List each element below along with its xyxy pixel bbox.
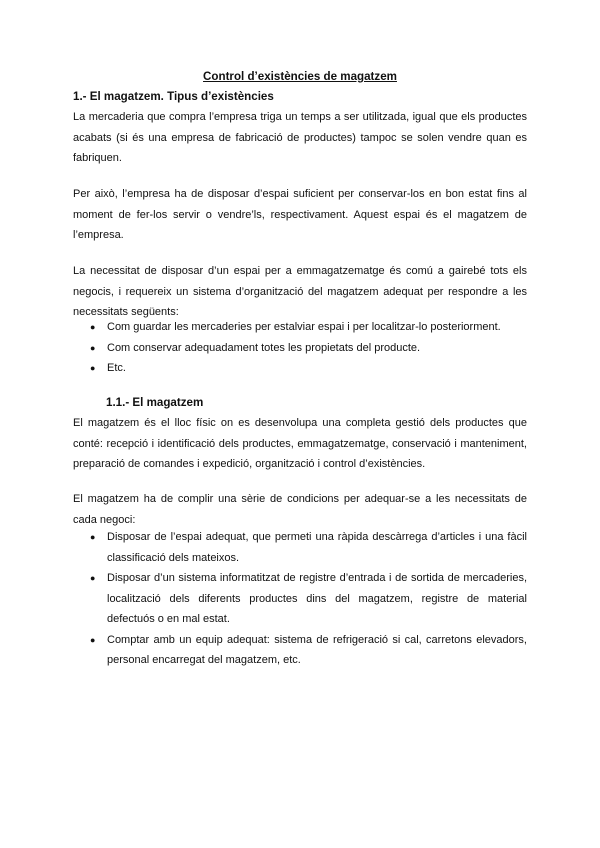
bullet-icon: ● [90, 573, 96, 583]
paragraph-condicions: El magatzem ha de complir una sèrie de condicions per adequar-se a les necessitats de cada negoci: [73, 493, 527, 526]
list-item [90, 630, 527, 671]
list-item [90, 317, 527, 338]
list-item [90, 358, 527, 379]
list-item [90, 568, 527, 630]
list-item-text: Com conservar adequadament totes les propietats del producte. [107, 341, 421, 354]
paragraph-lloc-fisic: El magatzem és el lloc físic on es desenvolupa una completa gestió dels productes que conté: recepció i identificació dels productes, emmagatzematge, conservació i manteniment, preparació de comandes i expedició, organització i control d’existències. [73, 417, 527, 470]
paragraph-espai: Per això, l’empresa ha de disposar d’espai suficient per conservar-los en bon estat fins al moment de fer-los servir o vendre’ls, respectivament. Aquest espai és el magatzem de l’empresa. [73, 188, 527, 241]
bullet-icon: ● [90, 342, 96, 353]
section-heading-magatzem-tipus: 1.- El magatzem. Tipus d’existències [73, 90, 274, 103]
list-item-text: Disposar d’un sistema informatitzat de registre d’entrada i de sortida de mercaderies, localització dels diferents productes dins del magatzem, registre de material defectuós o en mal estat. [107, 572, 527, 625]
paragraph-necessitat: La necessitat de disposar d’un espai per a emmagatzematge és comú a gairebé tots els negocis, i requereix un sistema d’organització del magatzem adequat per respondre a les necessitats següents: [73, 265, 527, 318]
list-item-text: Etc. [107, 362, 126, 374]
bullet-icon: ● [90, 363, 96, 373]
bullet-list-condicions [90, 527, 527, 671]
list-item [90, 338, 527, 359]
subsection-heading-magatzem: 1.1.- El magatzem [106, 396, 204, 409]
list-item-text: Disposar de l’espai adequat, que permeti una ràpida descàrrega d’articles i una fàcil classificació dels mateixos. [107, 531, 527, 564]
bullet-icon: ● [90, 322, 96, 332]
list-item-text: Comptar amb un equip adequat: sistema de refrigeració si cal, carretons elevadors, personal encarregat del magatzem, etc. [107, 633, 527, 666]
bullet-icon: ● [90, 634, 96, 645]
document-title: Control d’existències de magatzem [203, 70, 397, 83]
bullet-icon: ● [90, 532, 96, 542]
paragraph-mercaderia: La mercaderia que compra l’empresa triga un temps a ser utilitzada, igual que els productes acabats (si és una empresa de fabricació de productes) tampoc se solen vendre quan es fabriquen. [73, 111, 527, 164]
list-item-text: Com guardar les mercaderies per estalviar espai i per localitzar-lo posteriorment. [107, 321, 501, 333]
list-item [90, 527, 527, 568]
bullet-list-necessitats [90, 317, 527, 379]
